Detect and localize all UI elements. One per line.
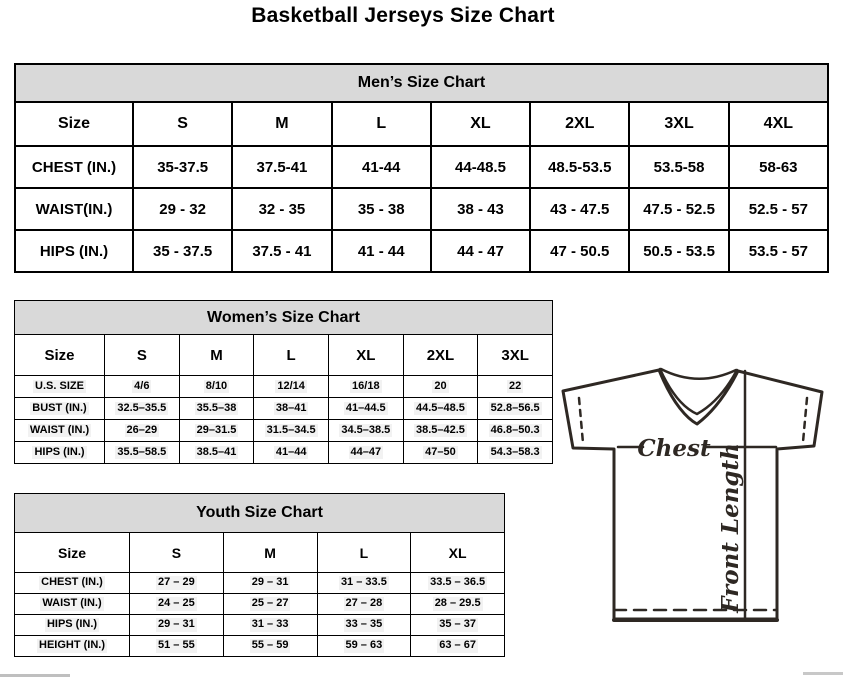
table-row	[15, 636, 505, 657]
cell-text: 54.3–58.3	[490, 445, 540, 458]
table-cell	[411, 636, 505, 657]
table-cell: 37.5-41	[232, 146, 331, 188]
column-header: S	[130, 533, 224, 573]
table-cell: 32 - 35	[232, 188, 331, 230]
table-cell	[411, 615, 505, 636]
table-cell	[105, 398, 180, 420]
cell-text: 29 – 31	[251, 576, 289, 589]
cell-text: U.S. SIZE	[35, 379, 84, 392]
table-row	[15, 398, 553, 420]
cell-text: 35 – 37	[439, 618, 476, 631]
chest-label: Chest	[637, 435, 711, 462]
table-cell: 43 - 47.5	[530, 188, 629, 230]
table-cell	[317, 636, 411, 657]
table-cell	[179, 398, 254, 420]
youth-table-title: Youth Size Chart	[15, 494, 505, 533]
table-header-row	[15, 533, 505, 573]
cell-text: 24 – 25	[158, 597, 195, 610]
table-row	[15, 594, 505, 615]
row-label: CHEST (IN.)	[15, 146, 133, 188]
table-cell	[254, 442, 329, 464]
page-title: Basketball Jerseys Size Chart	[251, 4, 555, 27]
row-label	[15, 398, 105, 420]
table-cell	[223, 636, 317, 657]
cell-text: 27 – 29	[158, 576, 195, 589]
table-cell: 47 - 50.5	[530, 230, 629, 272]
table-row	[15, 188, 828, 230]
column-header: L	[254, 335, 329, 376]
table-cell	[223, 594, 317, 615]
table-cell	[328, 398, 403, 420]
column-header: XL	[411, 533, 505, 573]
cell-text: 52.8–56.5	[490, 401, 540, 414]
table-row	[15, 615, 505, 636]
table-cell	[478, 420, 553, 442]
table-cell: 58-63	[729, 146, 828, 188]
column-header: L	[317, 533, 411, 573]
cell-text: BUST (IN.)	[32, 401, 87, 414]
table-cell: 29 - 32	[133, 188, 232, 230]
table-cell	[223, 573, 317, 594]
mens-table-title: Men’s Size Chart	[15, 64, 828, 102]
youth-size-table	[14, 493, 505, 657]
cell-text: 31 – 33.5	[340, 576, 387, 589]
cell-text: 32.5–35.5	[117, 401, 167, 414]
column-header: Size	[15, 335, 105, 376]
cell-text: 29–31.5	[196, 423, 237, 436]
table-cell	[403, 420, 478, 442]
cell-text: 41–44.5	[345, 401, 386, 414]
cell-text: 26–29	[126, 423, 158, 436]
cell-text: 8/10	[205, 379, 228, 392]
table-cell	[317, 615, 411, 636]
jersey-outline	[563, 370, 822, 619]
row-label	[15, 594, 130, 615]
table-row	[15, 573, 505, 594]
table-cell	[179, 442, 254, 464]
table-title-row	[15, 494, 505, 533]
table-cell: 44-48.5	[431, 146, 530, 188]
table-cell	[105, 376, 180, 398]
table-cell: 41 - 44	[332, 230, 431, 272]
column-header: 2XL	[530, 102, 629, 146]
table-cell	[254, 420, 329, 442]
column-header: S	[133, 102, 232, 146]
table-cell: 38 - 43	[431, 188, 530, 230]
table-cell: 41-44	[332, 146, 431, 188]
cell-text: 22	[509, 379, 522, 392]
table-cell: 53.5-58	[629, 146, 728, 188]
cell-text: 27 – 28	[345, 597, 383, 610]
table-row	[15, 442, 553, 464]
table-cell	[478, 442, 553, 464]
cell-text: 41–44	[275, 445, 307, 458]
table-cell	[478, 376, 553, 398]
row-label	[15, 615, 130, 636]
table-cell: 35 - 38	[332, 188, 431, 230]
table-cell	[130, 636, 224, 657]
front-length-label: Front Length	[717, 443, 744, 613]
table-cell: 44 - 47	[431, 230, 530, 272]
right-cuff-dashed-line	[803, 398, 807, 442]
table-title-row	[15, 64, 828, 102]
column-header: Size	[15, 533, 130, 573]
cell-text: 38.5–41	[196, 445, 237, 458]
cell-text: 12/14	[277, 379, 305, 392]
table-cell: 35-37.5	[133, 146, 232, 188]
womens-table-title: Women’s Size Chart	[15, 301, 553, 335]
jersey-measurement-diagram	[556, 358, 843, 679]
cell-text: 29 – 31	[158, 618, 195, 631]
table-cell	[105, 420, 180, 442]
table-cell	[328, 420, 403, 442]
table-cell	[403, 442, 478, 464]
horizontal-scrollbar-thumb[interactable]	[0, 674, 70, 677]
cell-text: 51 – 55	[158, 639, 195, 652]
table-row	[15, 420, 553, 442]
cell-text: 59 – 63	[345, 639, 383, 652]
cell-text: 16/18	[352, 379, 380, 392]
cell-text: 33.5 – 36.5	[430, 576, 486, 589]
row-label	[15, 636, 130, 657]
cell-text: 55 – 59	[251, 639, 289, 652]
mens-size-table	[14, 63, 829, 273]
table-header-row	[15, 102, 828, 146]
cell-text: 25 – 27	[251, 597, 289, 610]
table-cell	[317, 594, 411, 615]
left-cuff-dashed-line	[579, 398, 583, 443]
row-label	[15, 376, 105, 398]
column-header: Size	[15, 102, 133, 146]
table-cell	[105, 442, 180, 464]
cell-text: CHEST (IN.)	[41, 576, 103, 589]
cell-text: 46.8–50.3	[490, 423, 540, 436]
table-header-row	[15, 335, 553, 376]
cell-text: 31 – 33	[251, 618, 289, 631]
column-header: 2XL	[403, 335, 478, 376]
column-header: 4XL	[729, 102, 828, 146]
row-label	[15, 442, 105, 464]
cell-text: HIPS (IN.)	[34, 445, 85, 458]
table-row	[15, 230, 828, 272]
cell-text: 35.5–58.5	[117, 445, 167, 458]
table-row	[15, 146, 828, 188]
table-cell	[254, 376, 329, 398]
table-cell	[403, 398, 478, 420]
table-cell	[411, 573, 505, 594]
table-cell: 47.5 - 52.5	[629, 188, 728, 230]
collar-back-curve	[661, 369, 736, 379]
table-cell	[328, 442, 403, 464]
cell-text: HEIGHT (IN.)	[39, 639, 105, 652]
cell-text: 63 – 67	[439, 639, 476, 652]
row-label: WAIST(IN.)	[15, 188, 133, 230]
table-cell: 37.5 - 41	[232, 230, 331, 272]
cell-text: 20	[434, 379, 447, 392]
row-label	[15, 573, 130, 594]
row-label: HIPS (IN.)	[15, 230, 133, 272]
table-row	[15, 376, 553, 398]
cell-text: 33 – 35	[345, 618, 383, 631]
cell-text: HIPS (IN.)	[46, 618, 98, 631]
cell-text: 34.5–38.5	[341, 423, 391, 436]
table-title-row	[15, 301, 553, 335]
column-header: 3XL	[629, 102, 728, 146]
cell-text: 31.5–34.5	[266, 423, 316, 436]
cell-text: 38.5–42.5	[415, 423, 465, 436]
cell-text: 4/6	[134, 379, 150, 392]
column-header: M	[232, 102, 331, 146]
table-cell	[130, 615, 224, 636]
column-header: S	[105, 335, 180, 376]
cell-text: 35.5–38	[196, 401, 237, 414]
table-cell	[223, 615, 317, 636]
column-header: 3XL	[478, 335, 553, 376]
cell-text: 47–50	[425, 445, 456, 458]
horizontal-scrollbar-fragment[interactable]	[803, 672, 843, 675]
table-cell	[328, 376, 403, 398]
cell-text: 38–41	[275, 401, 307, 414]
table-cell: 48.5-53.5	[530, 146, 629, 188]
column-header: M	[179, 335, 254, 376]
table-cell: 50.5 - 53.5	[629, 230, 728, 272]
cell-text: WAIST (IN.)	[42, 597, 102, 610]
cell-text: 28 – 29.5	[434, 597, 481, 610]
table-cell: 52.5 - 57	[729, 188, 828, 230]
table-cell	[254, 398, 329, 420]
table-cell	[179, 376, 254, 398]
womens-size-table	[14, 300, 553, 464]
table-cell	[403, 376, 478, 398]
column-header: XL	[431, 102, 530, 146]
table-cell	[130, 573, 224, 594]
table-cell: 53.5 - 57	[729, 230, 828, 272]
table-cell	[411, 594, 505, 615]
column-header: XL	[328, 335, 403, 376]
table-cell	[478, 398, 553, 420]
cell-text: 44.5–48.5	[415, 401, 465, 414]
row-label	[15, 420, 105, 442]
column-header: M	[223, 533, 317, 573]
table-cell	[130, 594, 224, 615]
table-cell: 35 - 37.5	[133, 230, 232, 272]
table-cell	[317, 573, 411, 594]
cell-text: 44–47	[350, 445, 382, 458]
table-cell	[179, 420, 254, 442]
column-header: L	[332, 102, 431, 146]
cell-text: WAIST (IN.)	[29, 423, 90, 436]
